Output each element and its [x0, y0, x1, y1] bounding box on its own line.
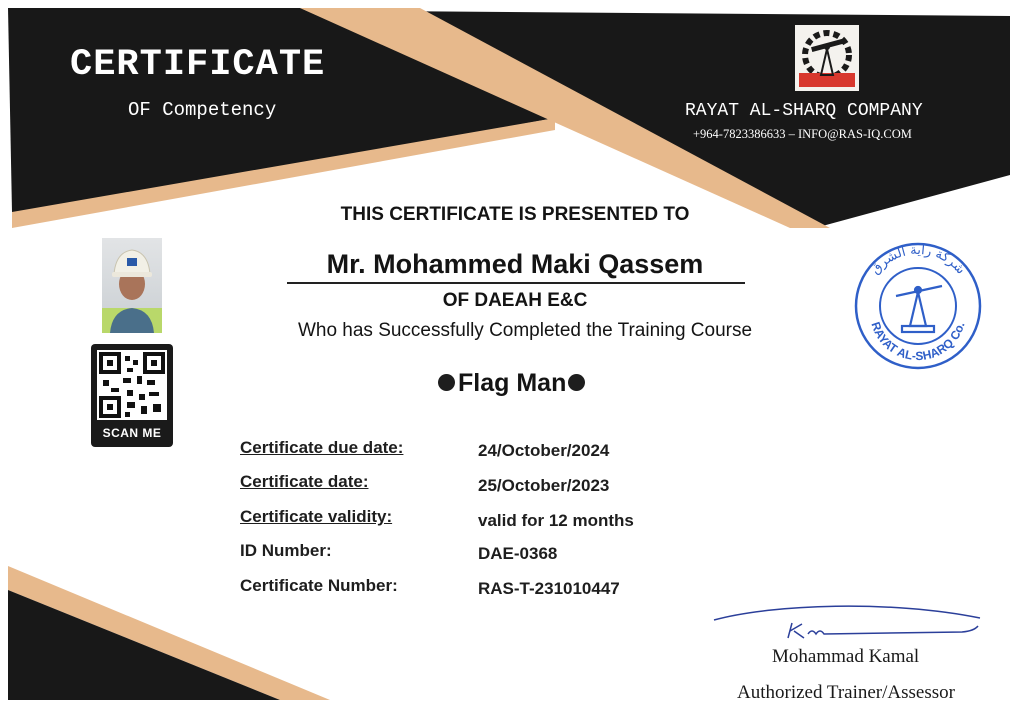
completion-statement: Who has Successfully Completed the Training Course: [297, 320, 753, 341]
company-contact: +964-7823386633 – INFO@RAS-IQ.COM: [693, 127, 912, 141]
certificate-title: CERTIFICATE: [70, 44, 326, 86]
validity-value: valid for 12 months: [478, 511, 634, 530]
course-label: Flag Man: [458, 369, 567, 397]
qr-code-icon: [97, 350, 167, 420]
bullet-icon: [438, 374, 455, 391]
qr-code: [97, 350, 167, 420]
due-date-label: Certificate due date:: [240, 438, 404, 457]
stamp-english-text: RAYAT AL-SHARQ Co.: [868, 319, 968, 364]
certificate-number-label: Certificate Number:: [240, 576, 398, 595]
trainer-signature: [712, 598, 982, 643]
stamp-arabic-text: شركة راية الشرق: [867, 242, 968, 278]
person-photo-icon: [102, 238, 162, 333]
validity-label: Certificate validity:: [240, 507, 393, 526]
oil-pump-gear-icon: [795, 25, 859, 91]
bottom-left-dark: [8, 590, 280, 700]
course-name: [438, 369, 588, 398]
company-name: RAYAT AL-SHARQ COMPANY: [685, 101, 923, 121]
id-number-value: DAE-0368: [478, 544, 558, 563]
presented-to-heading: THIS CERTIFICATE IS PRESENTED TO: [340, 204, 690, 225]
recipient-name: Mr. Mohammed Maki Qassem: [326, 249, 704, 279]
company-stamp: [852, 240, 984, 372]
company-logo: [795, 25, 859, 91]
scan-me-label: SCAN ME: [102, 426, 162, 440]
bullet-icon: [568, 374, 585, 391]
due-date-value: 24/October/2024: [478, 441, 610, 460]
recipient-photo: [102, 238, 162, 333]
stamp-oil-pump-icon: [896, 286, 942, 332]
trainer-role: Authorized Trainer/Assessor: [737, 682, 955, 703]
recipient-organization: OF DAEAH E&C: [442, 290, 588, 311]
certificate-number-value: RAS-T-231010447: [478, 579, 620, 598]
qr-code-block[interactable]: [91, 344, 173, 447]
certificate-subtitle: OF Competency: [128, 99, 277, 121]
id-number-label: ID Number:: [240, 541, 332, 560]
trainer-name: Mohammad Kamal: [772, 646, 920, 667]
certificate-date-label: Certificate date:: [240, 472, 369, 491]
certificate-date-value: 25/October/2023: [478, 476, 610, 495]
recipient-underline: [287, 282, 745, 284]
